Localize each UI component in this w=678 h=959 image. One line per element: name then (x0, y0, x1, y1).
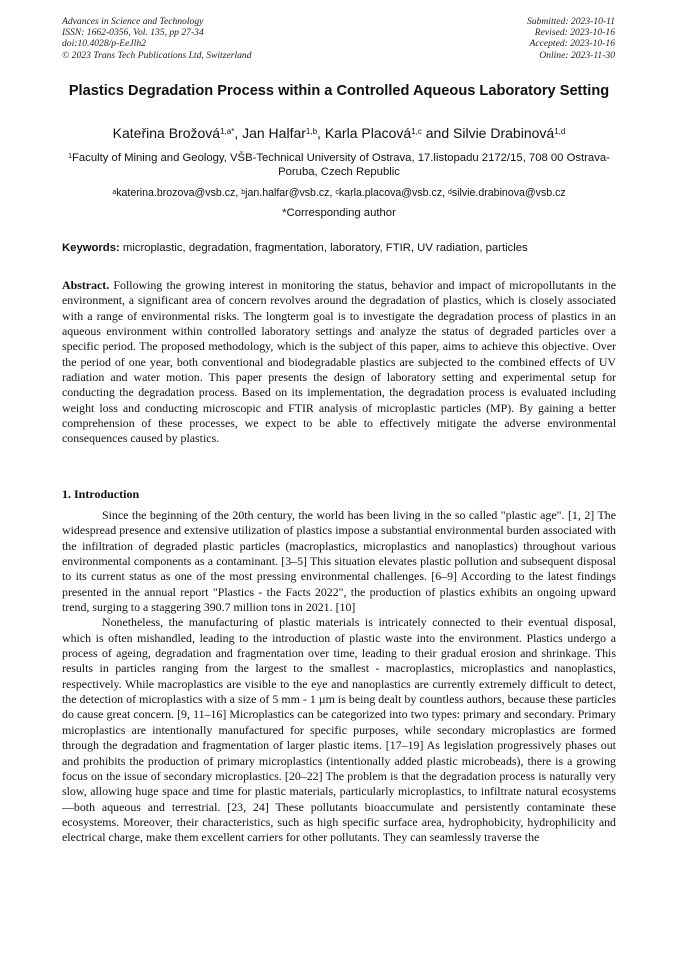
keywords-text: microplastic, degradation, fragmentation, laboratory, FTIR, UV radiation, particles (119, 242, 528, 254)
journal-name: Advances in Science and Technology (62, 16, 204, 27)
submitted-date: Submitted: 2023-10-11 (526, 16, 615, 27)
author: Kateřina Brožová$^{1,a*}$, (112, 125, 243, 141)
keywords (62, 241, 616, 255)
email-entry[interactable]: $^c$karla.placova@vsb.cz, (335, 187, 448, 199)
author: Karla Placová$^{1,c}$ and (324, 125, 454, 141)
email-entry[interactable]: $^b$jan.halfar@vsb.cz, (241, 187, 336, 199)
paragraph: Since the beginning of the 20th century, the world has been living in the so called "plastic age". [1, 2] The widespread presence and extensive utilization of plastics impose a substantial environmental burden associated with the infiltration of degraded plastic particles (macroplastics, microplastics and nanoplastics) throughout various environmental components as a contaminant. [3–5] This situation elevates plastic pollution and subsequent disposal to its current status as one of the most pressing environmental challenges. [6–9] According to the latest findings presented in the annual report "Plastics - the Facts 2022", the production of plastics exhibits an ongoing upward trend, surging to a staggering 390.7 million tons in 2021. [10] (62, 508, 616, 615)
author: Jan Halfar$^{1,b}$, (242, 125, 325, 141)
affiliation: $^1$Faculty of Mining and Geology, VŠB-Technical University of Ostrava, 17.listopadu 2172/15, 708 00 Ostrava-Poruba, Czech Republic (68, 152, 610, 178)
revised-date: Revised: 2023-10-16 (534, 27, 615, 39)
paragraph: Nonetheless, the manufacturing of plastic materials is intricately connected to their eventual disposal, which is often mishandled, leading to the introduction of plastic waste into the environment. Plastics undergo a process of ageing, degradation and fragmentation over time, leading to their gradual erosion and shrinkage. This results in particles ranging from the largest to the smallest - macroplastics, microplastics and nanoplastics, respectively. While macroplastics are visible to the eye and nanoplastics are currently extremely difficult to detect, the detection of microplastics with a size of 5 mm - 1 µm is being dealt by countless authors, because these particles do cause great concern. [9, 11–16] Microplastics can be categorized into two types: primary and secondary. Primary microplastics are intentionally manufactured for specific purposes, while secondary microplastics are formed through the degradation and fragmentation of larger plastic items. [17–19] As legislation progressively phases out and prohibits the production of primary microplastics (intentionally added plastic microbeads), there is a growing focus on the issue of secondary microplastics. [20–22] The problem is that the degradation process is naturally very slow, allowing huge space and time for plastic materials, particularly microplastics, to infiltrate natural ecosystems—both aqueous and terrestrial. [23, 24] These pollutants bioaccumulate and persistently contaminate these ecosystems. Moreover, their characteristics, such as high specific surface area, hydrophobicity, hydrophilicity and electrical charge, make them excellent carriers for other pollutants. They can seamlessly traverse the (62, 615, 616, 845)
abstract-label: Abstract. (62, 278, 110, 292)
section-heading-introduction: 1. Introduction (62, 487, 140, 501)
abstract-text: Following the growing interest in monitoring the status, behavior and impact of micropollutants in the environment, a significant area of concern revolves around the degradation of plastics, which is closely associated with a range of environmental risks. The longterm goal is to investigate the degradation process of plastics in an aqueous environment within controlled laboratory settings and analyze the status of degraded particles over a specific period. The proposed methodology, which is the subject of this paper, aims to achieve this objective. Over the period of one year, both conventional and biodegradable plastics are subjected to the combined effects of UV radiation and water motion. This paper presents the design of laboratory setting and experimental setup for conducting the degradation process. Based on its implementation, the degradation process is evaluated including weight loss and conducting microscopic and FTIR analysis of microplastic particles (MP). By gaining a better comprehension of these processes, we expect to be able to effectively mitigate the adverse environmental consequences caused by plastics. (62, 278, 616, 446)
online-date: Online: 2023-11-30 (539, 49, 615, 61)
keywords-label: Keywords: (62, 242, 120, 254)
author-list (62, 125, 616, 142)
corresponding-author-note: *Corresponding author (282, 207, 396, 219)
email-entry[interactable]: $^a$katerina.brozova@vsb.cz, (112, 187, 242, 199)
copyright: © 2023 Trans Tech Publications Ltd, Switzerland (62, 49, 252, 61)
abstract (62, 278, 616, 447)
journal-info (62, 16, 252, 61)
email-entry[interactable]: $^d$silvie.drabinova@vsb.cz (447, 187, 566, 199)
doi: doi:10.4028/p-EeJlh2 (62, 38, 146, 50)
author: Silvie Drabinová$^{1,d}$ (453, 125, 566, 141)
introduction-body (62, 508, 616, 846)
issn: ISSN: 1662-0356, Vol. 135, pp 27-34 (62, 27, 204, 39)
accepted-date: Accepted: 2023-10-16 (529, 38, 615, 50)
publication-dates (527, 16, 615, 61)
paper-title: Plastics Degradation Process within a Controlled Aqueous Laboratory Setting (68, 83, 610, 99)
email-list (62, 187, 616, 200)
